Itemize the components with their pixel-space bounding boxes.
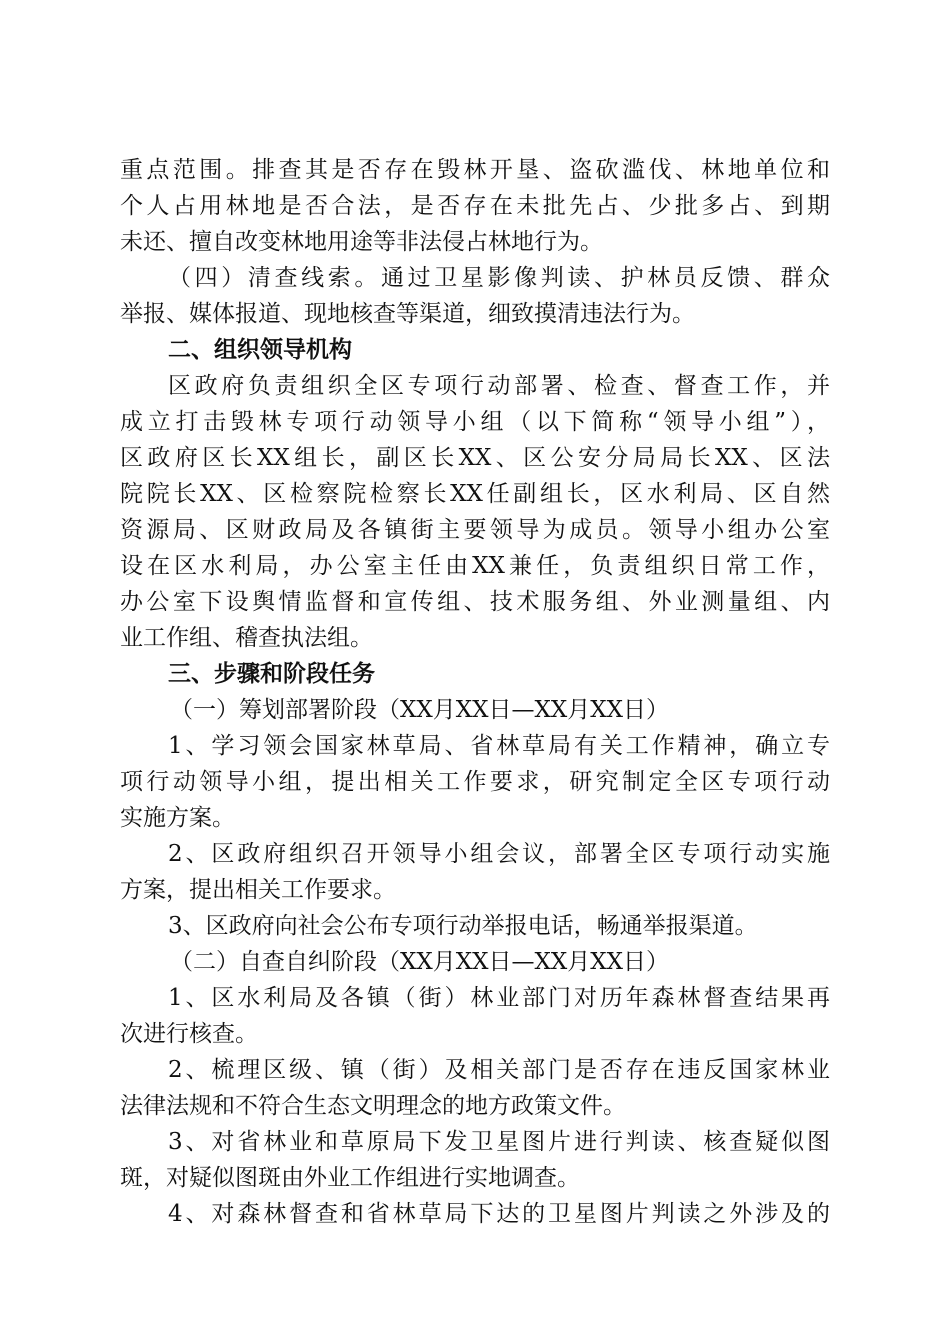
body-line: 1、区水利局及各镇（街）林业部门对历年森林督查结果再 (168, 985, 830, 1011)
body-line: 法律法规和不符合生态文明理念的地方政策文件。 (120, 1093, 626, 1119)
body-line: 4、对森林督查和省林草局下达的卫星图片判读之外涉及的 (168, 1201, 830, 1227)
body-line: （四）清查线索。通过卫星影像判读、护林员反馈、群众 (168, 265, 830, 291)
body-line: 方案，提出相关工作要求。 (120, 877, 396, 903)
body-line: 业工作组、稽查执法组。 (120, 625, 373, 651)
body-line: 3、对省林业和草原局下发卫星图片进行判读、核查疑似图 (168, 1129, 830, 1155)
subsection-heading: （二）自查自纠阶段（XX月XX日—XX月XX日） (170, 949, 669, 975)
body-line: 项行动领导小组，提出相关工作要求，研究制定全区专项行动 (120, 769, 830, 795)
subsection-heading: （一）筹划部署阶段（XX月XX日—XX月XX日） (170, 697, 669, 723)
body-line: 2、区政府组织召开领导小组会议，部署全区专项行动实施 (168, 841, 830, 867)
body-line: 次进行核查。 (120, 1021, 258, 1047)
body-line: 成立打击毁林专项行动领导小组（以下简称“领导小组”）， (120, 409, 830, 435)
body-line: 重点范围。排查其是否存在毁林开垦、盗砍滥伐、林地单位和 (120, 157, 830, 183)
body-line: 3、区政府向社会公布专项行动举报电话，畅通举报渠道。 (168, 913, 758, 939)
body-line: 1、学习领会国家林草局、省林草局有关工作精神，确立专 (168, 733, 830, 759)
body-line: 设在区水利局，办公室主任由XX兼任，负责组织日常工作， (120, 553, 830, 579)
body-line: 2、梳理区级、镇（街）及相关部门是否存在违反国家林业 (168, 1057, 830, 1083)
body-line: 斑，对疑似图斑由外业工作组进行实地调查。 (120, 1165, 580, 1191)
body-line: 举报、媒体报道、现地核查等渠道，细致摸清违法行为。 (120, 301, 695, 327)
body-line: 资源局、区财政局及各镇街主要领导为成员。领导小组办公室 (120, 517, 830, 543)
section-heading: 二、组织领导机构 (168, 336, 352, 363)
body-line: 办公室下设舆情监督和宣传组、技术服务组、外业测量组、内 (120, 589, 830, 615)
section-heading: 三、步骤和阶段任务 (168, 660, 375, 687)
body-line: 院院长XX、区检察院检察长XX任副组长，区水利局、区自然 (120, 481, 830, 507)
body-line: 未还、擅自改变林地用途等非法侵占林地行为。 (120, 229, 603, 255)
body-line: 个人占用林地是否合法，是否存在未批先占、少批多占、到期 (120, 193, 830, 219)
body-line: 区政府区长XX组长，副区长XX、区公安分局局长XX、区法 (120, 445, 830, 471)
body-line: 实施方案。 (120, 805, 235, 831)
body-line: 区政府负责组织全区专项行动部署、检查、督查工作，并 (168, 373, 830, 399)
